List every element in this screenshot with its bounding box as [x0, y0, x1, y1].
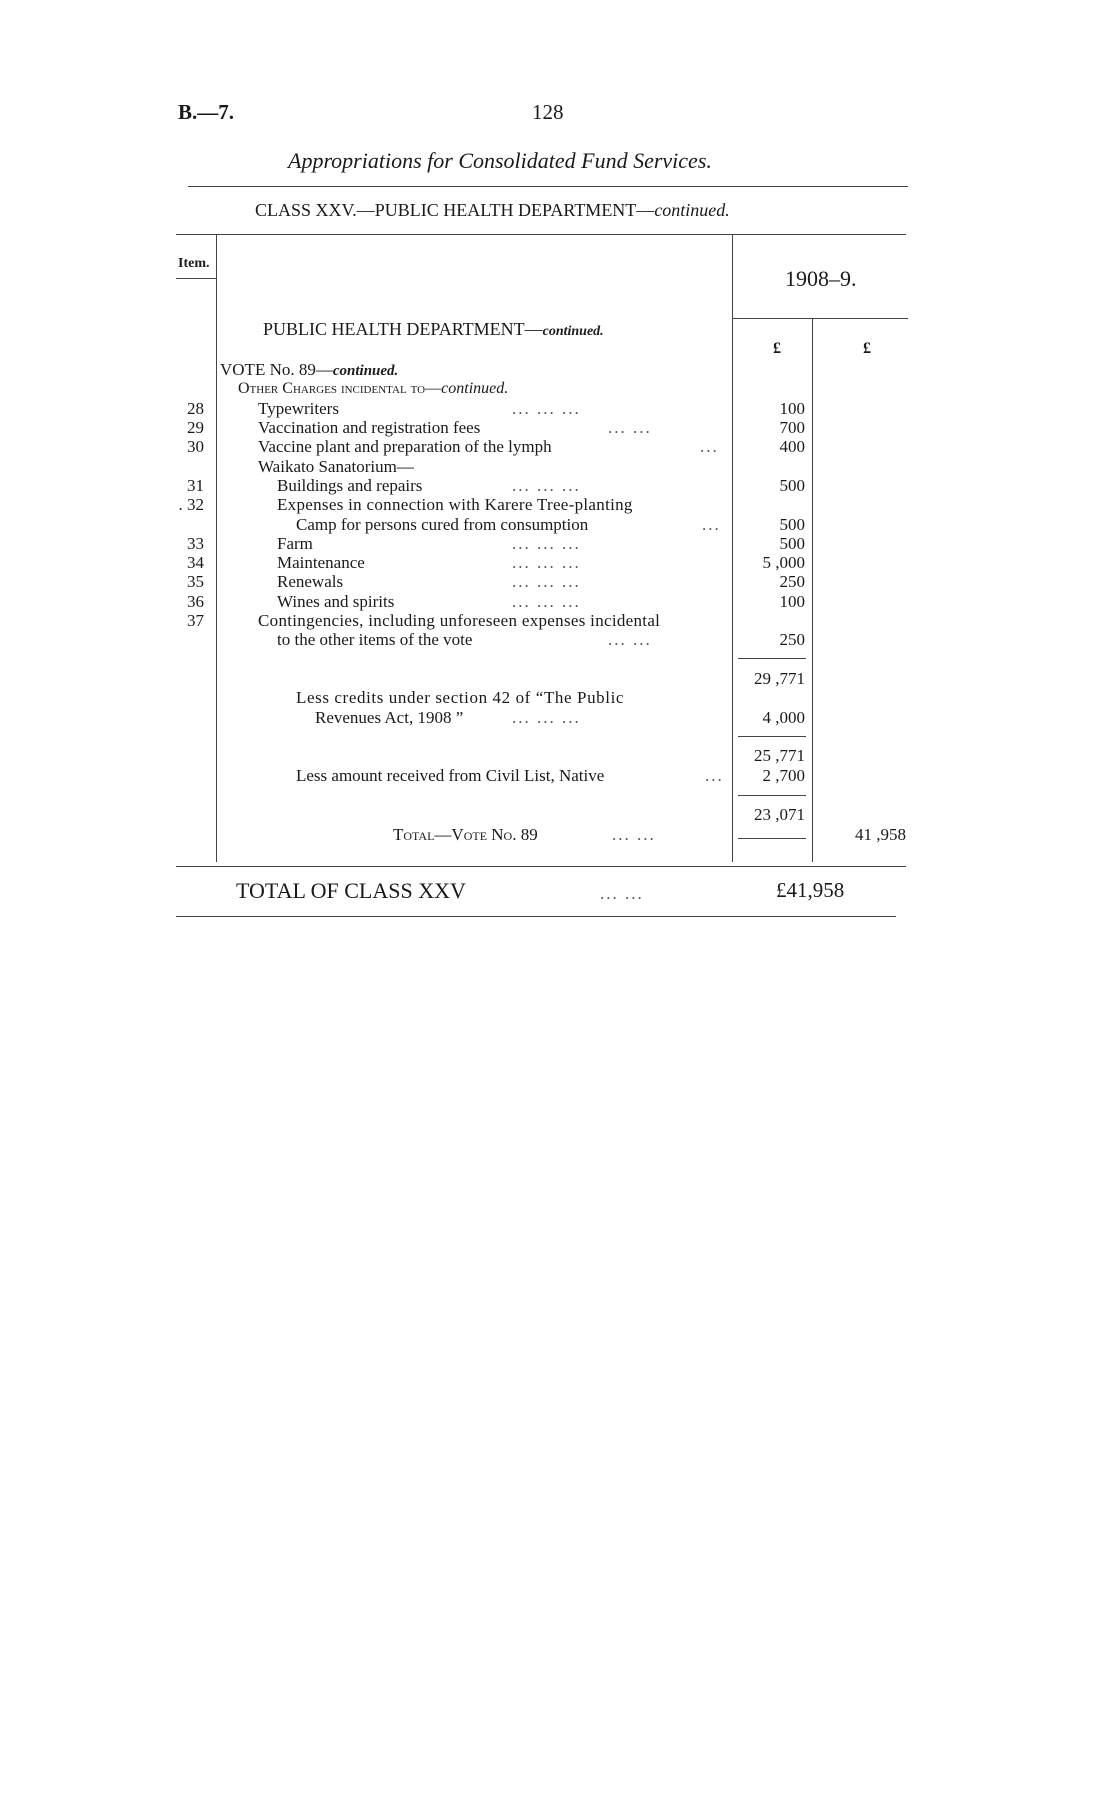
class-total-label: TOTAL OF CLASS XXV [236, 878, 466, 903]
vote-total-label: Total—Vote No. 89 [393, 825, 538, 844]
table-top-rule [176, 234, 906, 235]
title-rule [188, 186, 908, 187]
document-code: B.—7. [178, 100, 235, 124]
item-amount: 500 [779, 534, 805, 553]
table-bottom-rule [176, 866, 906, 867]
item-column-rule [216, 234, 217, 862]
item-label: Contingencies, including unforeseen expenses incidental [258, 611, 661, 630]
less-civil-list-amount: 2 ,700 [762, 766, 805, 785]
vote-heading-cont: continued. [332, 363, 399, 379]
less-credits-amount: 4 ,000 [762, 708, 805, 727]
item-amount: 700 [779, 418, 805, 437]
item-number: 29 [187, 418, 204, 437]
leader-dots: ... ... [612, 825, 656, 844]
subtotal-rule-4 [738, 838, 806, 839]
item-number: 37 [187, 611, 204, 630]
leader-dots: ... ... ... [512, 534, 581, 553]
item-number: . 32 [178, 495, 204, 514]
item-amount: 400 [779, 437, 805, 456]
item-label: Typewriters [258, 399, 339, 418]
item-number: 35 [187, 572, 204, 591]
year-label: 1908–9. [785, 266, 857, 291]
item-label: Expenses in connection with Karere Tree-planting [277, 495, 633, 514]
item-amount: 100 [779, 592, 805, 611]
item-label: Farm [277, 534, 313, 553]
year-rule [732, 318, 908, 319]
class-heading [255, 200, 730, 221]
leader-dots: ... ... ... [512, 572, 581, 591]
leader-dots: ... [702, 515, 721, 534]
vote-heading [220, 360, 398, 380]
item-number: 31 [187, 476, 204, 495]
department-heading [263, 319, 604, 340]
leader-dots: ... ... ... [512, 476, 581, 495]
item-number: 33 [187, 534, 204, 553]
item-amount: 250 [779, 572, 805, 591]
item-label: Wines and spirits [277, 592, 395, 611]
leader-dots: ... ... ... [512, 592, 581, 611]
total-column-rule [812, 318, 813, 862]
item-label: Camp for persons cured from consumption [296, 515, 589, 534]
less-credits-line-2: Revenues Act, 1908 ” [315, 708, 464, 727]
item-label-rule [176, 278, 216, 279]
leader-dots: ... ... [600, 884, 644, 903]
subtotal-amount: 29 ,771 [754, 669, 805, 688]
subtotal-amount: 25 ,771 [754, 746, 805, 765]
item-number: 36 [187, 592, 204, 611]
leader-dots: ... ... ... [512, 708, 581, 727]
item-amount: 500 [779, 476, 805, 495]
page-number: 128 [532, 100, 564, 124]
page-title: Appropriations for Consolidated Fund Services. [288, 148, 712, 173]
item-label: Renewals [277, 572, 344, 591]
currency-col2: £ [863, 340, 871, 357]
other-charges-main: Other Charges incidental to— [238, 380, 442, 397]
leader-dots: ... ... ... [512, 399, 581, 418]
leader-dots: ... [700, 437, 719, 456]
subtotal-amount: 23 ,071 [754, 805, 805, 824]
footer-rule [176, 916, 896, 917]
leader-dots: ... ... [608, 418, 652, 437]
class-heading-main: CLASS XXV.—PUBLIC HEALTH DEPARTMENT— [255, 200, 655, 220]
less-credits-line-1: Less credits under section 42 of “The Public [296, 688, 625, 707]
subtotal-rule-2 [738, 736, 806, 737]
vote-total-amount: 41 ,958 [855, 825, 906, 844]
leader-dots: ... ... ... [512, 553, 581, 572]
item-label: Waikato Sanatorium— [258, 457, 414, 476]
department-heading-main: PUBLIC HEALTH DEPARTMENT— [263, 319, 543, 339]
item-amount: 5 ,000 [762, 553, 805, 572]
vote-heading-main: VOTE No. 89— [220, 360, 333, 379]
item-number: 34 [187, 553, 204, 572]
leader-dots: ... ... [608, 630, 652, 649]
item-label: Buildings and repairs [277, 476, 423, 495]
class-total-amount: £41,958 [776, 878, 845, 902]
other-charges-heading [238, 380, 508, 398]
item-amount: 250 [779, 630, 805, 649]
item-number: 28 [187, 399, 204, 418]
item-number: 30 [187, 437, 204, 456]
item-label: Vaccine plant and preparation of the lymph [258, 437, 552, 456]
item-label: Vaccination and registration fees [258, 418, 481, 437]
department-heading-cont: continued. [542, 324, 604, 339]
item-label: to the other items of the vote [277, 630, 473, 649]
item-amount: 500 [779, 515, 805, 534]
item-label: Maintenance [277, 553, 365, 572]
amount-column-rule [732, 234, 733, 862]
item-amount: 100 [779, 399, 805, 418]
class-heading-cont: continued. [654, 200, 730, 220]
currency-col1: £ [773, 340, 781, 357]
leader-dots: ... [705, 766, 724, 785]
less-civil-list-label: Less amount received from Civil List, Native [296, 766, 605, 785]
subtotal-rule-3 [738, 795, 806, 796]
subtotal-rule-1 [738, 658, 806, 659]
other-charges-cont: continued. [441, 380, 509, 397]
item-column-label: Item. [178, 256, 210, 271]
